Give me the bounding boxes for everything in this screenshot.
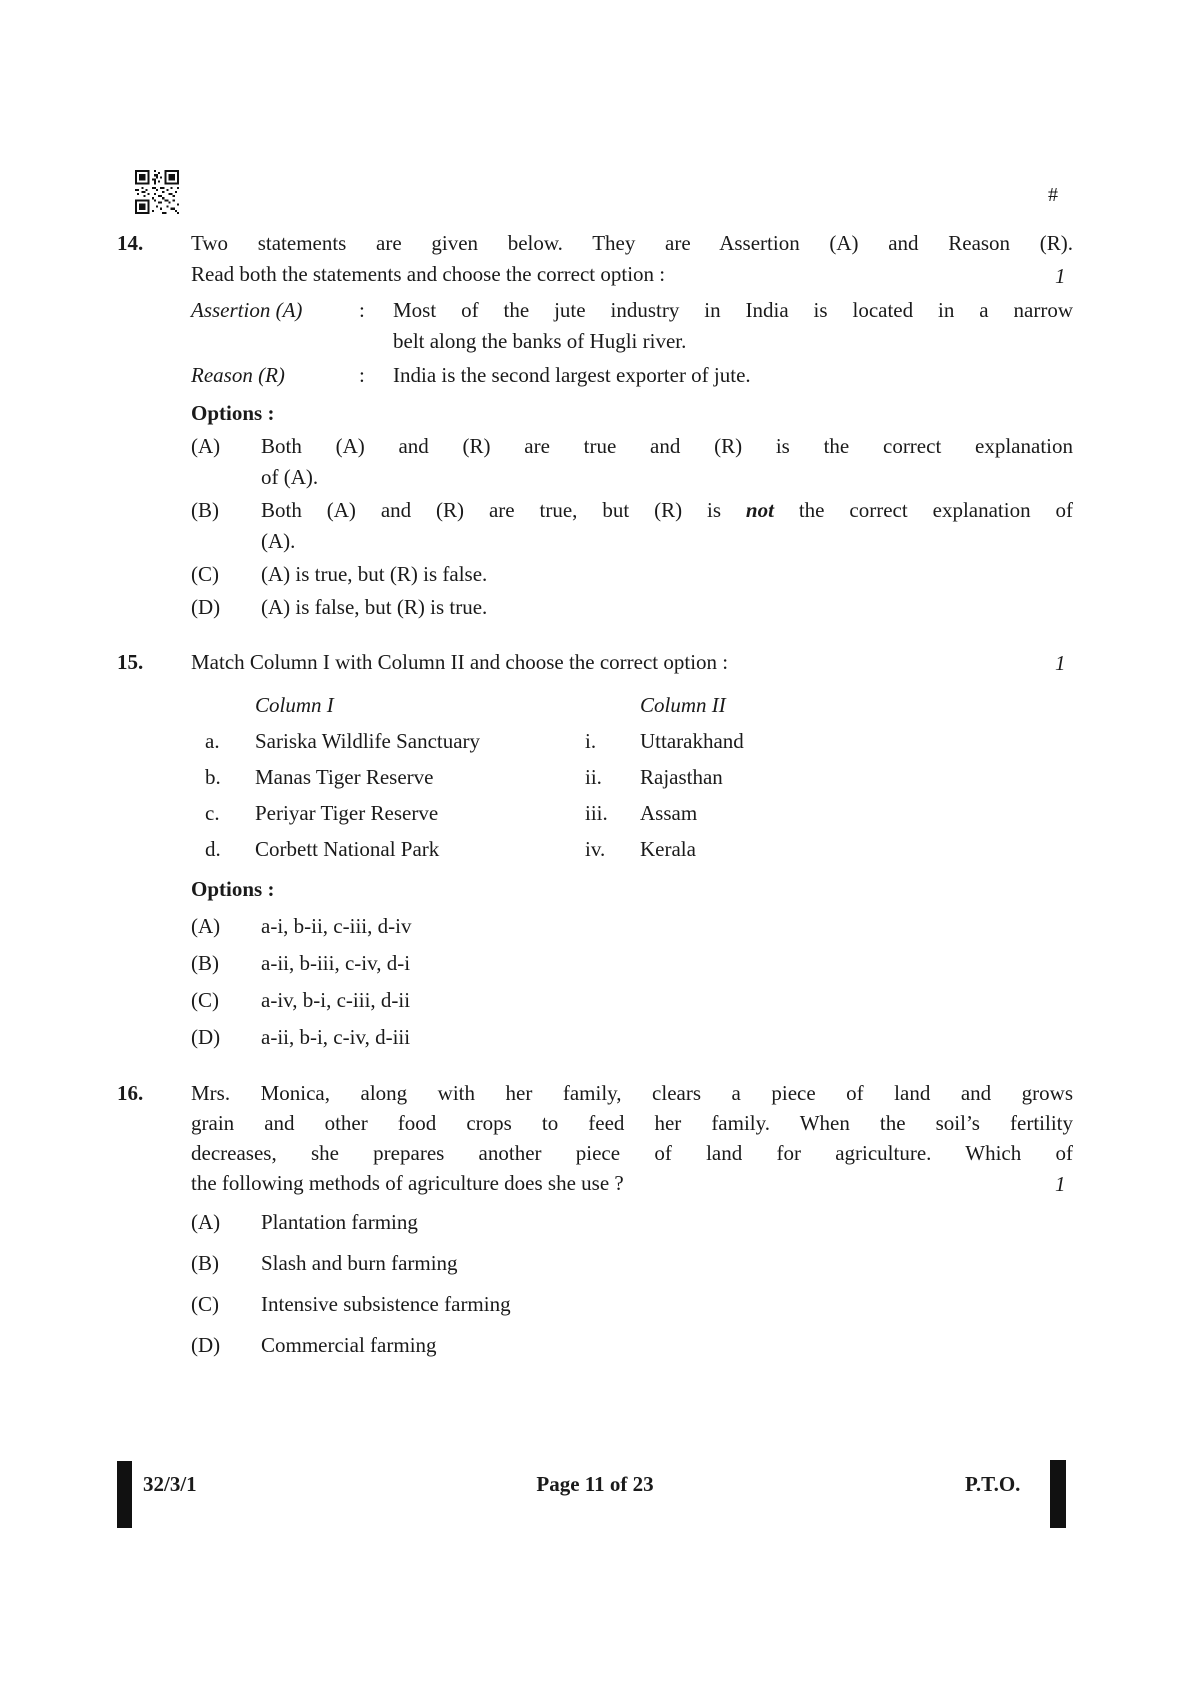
match-table bbox=[191, 687, 1073, 867]
match-table-header bbox=[205, 687, 1073, 723]
option-letter: (D) bbox=[191, 595, 221, 619]
reason-text: India is the second largest exporter of jute. bbox=[393, 363, 751, 387]
emphasis-not: not bbox=[745, 498, 774, 522]
option-letter: (A) bbox=[191, 434, 221, 458]
column-2-header: Column II bbox=[640, 693, 726, 717]
question-15-option-b: (B) a-ii, b-iii, c-iv, d-i bbox=[191, 951, 411, 975]
option-letter: (B) bbox=[191, 498, 219, 522]
question-16-option-a: (A) Plantation farming bbox=[191, 1210, 418, 1234]
reason-label: Reason (R) bbox=[191, 363, 285, 387]
match-row-a: a. Sariska Wildlife Sanctuary i. Uttarakhand bbox=[205, 729, 744, 753]
page-number: Page 11 of 23 bbox=[536, 1472, 654, 1496]
question-16-option-d: (D) Commercial farming bbox=[191, 1333, 437, 1357]
question-15 bbox=[117, 646, 1073, 1054]
question-15-option-c: (C) a-iv, b-i, c-iii, d-ii bbox=[191, 988, 411, 1012]
question-16-number: 16. bbox=[117, 1081, 144, 1105]
assertion-row bbox=[191, 295, 1073, 357]
option-text: Both (A) and (R) are true and (R) is the correct explanation of (A). bbox=[261, 434, 1073, 489]
option-letter: (C) bbox=[191, 562, 219, 586]
question-15-marks: 1 bbox=[1055, 651, 1066, 675]
question-15-prompt: Match Column I with Column II and choose the correct option : bbox=[191, 650, 729, 674]
footer-right-bar bbox=[1050, 1460, 1066, 1528]
question-14-option-c bbox=[191, 559, 1073, 590]
question-14-number: 14. bbox=[117, 231, 144, 255]
question-16-options bbox=[191, 1206, 1073, 1362]
option-text: (A) is false, but (R) is true. bbox=[261, 595, 488, 619]
question-15-options-label: Options : bbox=[191, 877, 275, 901]
match-row-c: c. Periyar Tiger Reserve iii. Assam bbox=[205, 801, 698, 825]
question-15-option-d: (D) a-ii, b-i, c-iv, d-iii bbox=[191, 1025, 411, 1049]
question-14-intro-line-2: Read both the statements and choose the correct option : bbox=[191, 262, 666, 286]
match-row-b: b. Manas Tiger Reserve ii. Rajasthan bbox=[205, 765, 723, 789]
assertion-colon: : bbox=[359, 298, 365, 322]
reason-row bbox=[191, 360, 1073, 391]
question-14-options-label: Options : bbox=[191, 401, 275, 425]
column-1-header: Column I bbox=[255, 693, 334, 717]
assertion-text: Most of the jute industry in India is located in a narrow belt along the banks of Hugli river. bbox=[393, 298, 1073, 353]
question-16-option-b: (B) Slash and burn farming bbox=[191, 1251, 458, 1275]
match-row-d: d. Corbett National Park iv. Kerala bbox=[205, 837, 696, 861]
question-14-option-d bbox=[191, 592, 1073, 623]
pto-label: P.T.O. bbox=[965, 1472, 1021, 1496]
reason-colon: : bbox=[359, 363, 365, 387]
question-16-marks: 1 bbox=[1055, 1172, 1066, 1196]
option-text: (A) is true, but (R) is false. bbox=[261, 562, 488, 586]
page-hash-symbol: # bbox=[1048, 184, 1058, 206]
option-text: Both (A) and (R) are true, but (R) is not the correct explanation of (A). bbox=[261, 498, 1073, 553]
question-14 bbox=[117, 228, 1073, 623]
question-16 bbox=[117, 1078, 1073, 1362]
question-15-option-a: (A) a-i, b-ii, c-iii, d-iv bbox=[191, 914, 412, 938]
paper-code: 32/3/1 bbox=[143, 1472, 197, 1496]
question-16-text: Mrs. Monica, along with her family, clears a piece of land and grows grain and other food crops to feed her family. When the soil’s fertility decreases, she prepares another piece of land for agriculture. Which of the following methods of agriculture does she use ? bbox=[191, 1081, 1073, 1195]
question-15-number: 15. bbox=[117, 650, 144, 674]
question-16-option-c: (C) Intensive subsistence farming bbox=[191, 1292, 511, 1316]
qr-code bbox=[135, 170, 179, 214]
assertion-label: Assertion (A) bbox=[191, 298, 303, 322]
question-14-option-a bbox=[191, 431, 1073, 493]
question-14-marks: 1 bbox=[1055, 264, 1066, 288]
question-14-option-b bbox=[191, 495, 1073, 557]
question-14-intro-line-1: Two statements are given below. They are Assertion (A) and Reason (R). bbox=[191, 231, 1073, 255]
